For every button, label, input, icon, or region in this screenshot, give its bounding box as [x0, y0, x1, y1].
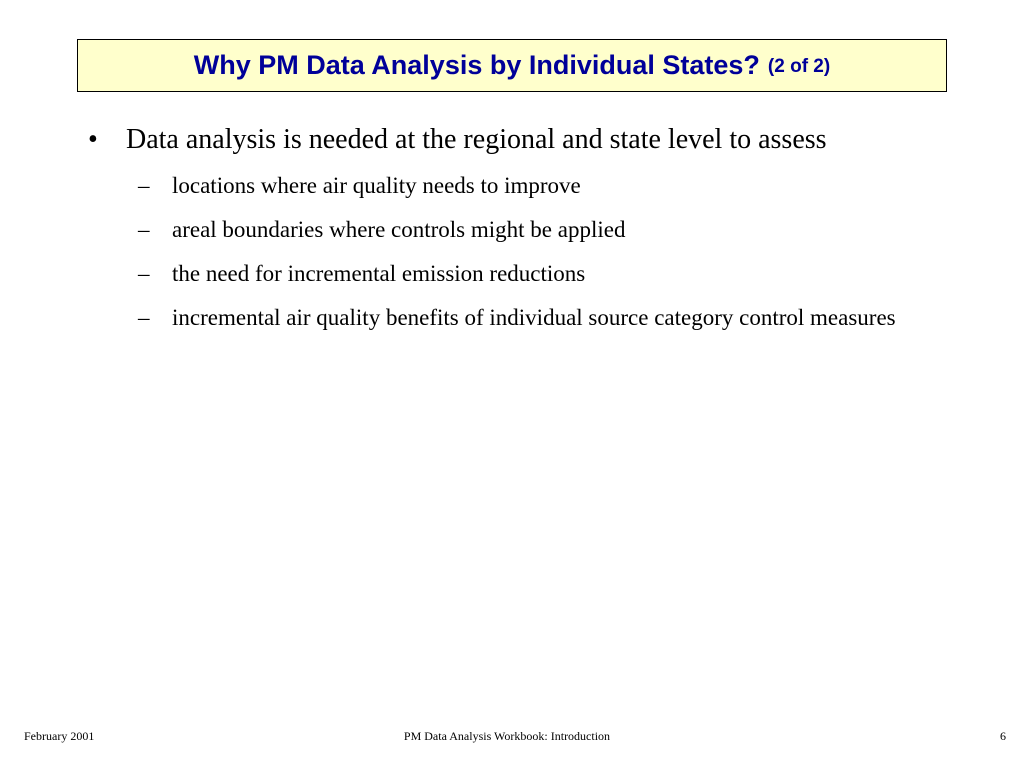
dash-marker: – — [138, 173, 150, 198]
sub-bullet-item — [136, 213, 908, 247]
dash-marker: – — [138, 261, 150, 286]
sub-bullet-text: incremental air quality benefits of individual source category control measures — [172, 305, 896, 330]
sub-bullet-text: locations where air quality needs to improve — [172, 173, 581, 198]
slide-title: Why PM Data Analysis by Individual States? — [193, 50, 760, 80]
title-box — [77, 39, 947, 92]
sub-bullet-item — [136, 257, 908, 291]
slide-title-part-indicator: (2 of 2) — [767, 55, 831, 77]
dash-marker: – — [138, 217, 150, 242]
footer-date: February 2001 — [24, 729, 95, 743]
sub-bullet-item — [136, 169, 908, 203]
sub-bullet-text: the need for incremental emission reductions — [172, 261, 586, 286]
bullet-marker: • — [88, 124, 98, 155]
slide-content — [88, 119, 908, 345]
sub-bullet-text: areal boundaries where controls might be applied — [172, 217, 626, 242]
sub-bullet-list — [136, 169, 908, 335]
bullet-text: Data analysis is needed at the regional and state level to assess — [126, 124, 827, 155]
bullet-item — [88, 119, 908, 161]
sub-bullet-item — [136, 301, 908, 335]
dash-marker: – — [138, 305, 150, 330]
footer-title: PM Data Analysis Workbook: Introduction — [403, 729, 611, 743]
page-number: 6 — [1000, 729, 1006, 743]
